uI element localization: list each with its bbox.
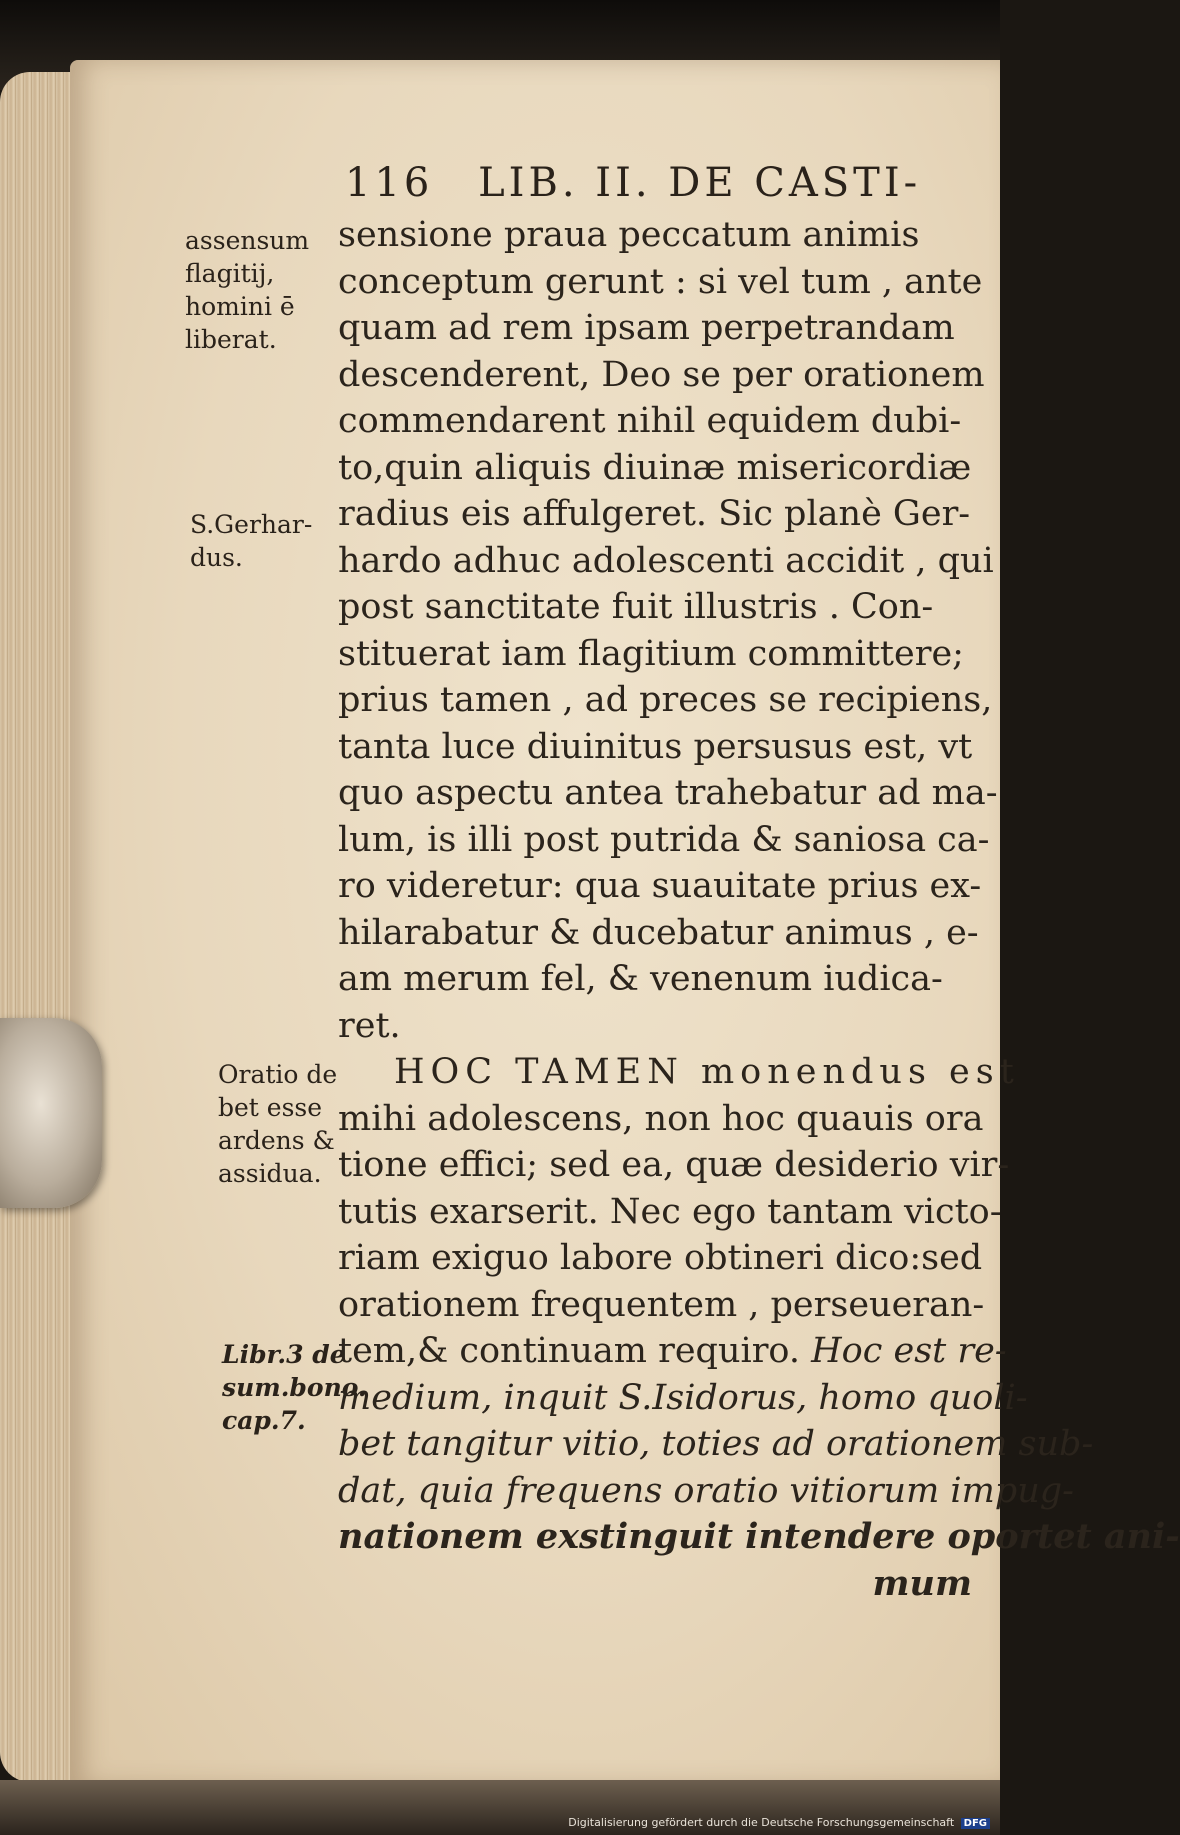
- text-line: [338, 1328, 1007, 1375]
- text-line: am merum fel, & venenum iudica-: [338, 959, 943, 999]
- running-header: [345, 160, 945, 212]
- text-line: to,quin aliquis diuinæ misericordiæ: [338, 447, 972, 488]
- text-line: radius eis affulgeret. Sic planè Ger-: [338, 494, 971, 534]
- text-line: quo aspectu antea trahebatur ad ma-: [338, 773, 998, 813]
- text-line-italic: bet tangitur vitio, toties ad orationem sub-: [338, 1424, 1094, 1464]
- page-number: 116: [345, 160, 434, 206]
- credit-text: Digitalisierung gefördert durch die Deutsche Forschungsgemeinschaft: [568, 1816, 955, 1829]
- text-line: orationem frequentem , perseueran-: [338, 1284, 985, 1325]
- margin-note-line: S.Gerhar-: [190, 510, 313, 539]
- margin-note-line: assidua.: [218, 1159, 322, 1188]
- page-stack-edge: [0, 72, 80, 1782]
- margin-note-line: liberat.: [185, 325, 277, 354]
- text-line: tione effici; sed ea, quæ desiderio vir-: [338, 1145, 1010, 1185]
- text-line: hardo adhuc adolescenti accidit , qui: [338, 540, 994, 581]
- text-line: tanta luce diuinitus persusus est, vt: [338, 726, 973, 767]
- digitization-credit: [568, 1816, 990, 1829]
- book-clasp: [0, 1018, 102, 1208]
- text-line: commendarent nihil equidem dubi-: [338, 401, 962, 441]
- margin-note-line: ardens &: [218, 1126, 335, 1155]
- dfg-logo: DFG: [961, 1818, 990, 1829]
- text-line: descenderent, Deo se per orationem: [338, 354, 985, 395]
- text-line: stituerat iam flagitium committere;: [338, 633, 964, 674]
- text-line: mihi adolescens, non hoc quauis ora: [338, 1098, 984, 1139]
- text-line: riam exiguo labore obtineri dico:sed: [338, 1238, 983, 1278]
- margin-note-line: cap.7.: [222, 1406, 306, 1435]
- text-line: ro videretur: qua suauitate prius ex-: [338, 866, 982, 906]
- text-line: post sanctitate fuit illustris . Con-: [338, 587, 934, 627]
- margin-note-line: dus.: [190, 543, 243, 572]
- main-text-block: [338, 212, 1180, 1607]
- margin-note-line: assensum: [185, 226, 310, 255]
- margin-note-line: Oratio de: [218, 1060, 338, 1089]
- text-line-italic-tail: Hoc est re-: [811, 1331, 1007, 1371]
- margin-note-line: flagitij,: [185, 259, 275, 288]
- margin-note-assensum: [185, 224, 355, 356]
- catchword: mum: [872, 1562, 972, 1604]
- text-line-italic: nationem exstinguit intendere oportet ani-: [338, 1516, 1180, 1557]
- text-line: sensione praua peccatum animis: [338, 215, 920, 255]
- margin-note-line: bet esse: [218, 1093, 323, 1122]
- margin-note-line: homini ē: [185, 292, 295, 321]
- text-line: lum, is illi post putrida & saniosa ca-: [338, 819, 990, 860]
- margin-note-line: Libr.3 de: [222, 1340, 346, 1369]
- text-line: conceptum gerunt : si vel tum , ante: [338, 261, 983, 302]
- text-line-italic: dat, quia frequens oratio vitiorum impug-: [338, 1470, 1074, 1511]
- text-line-roman: tem,& continuam requiro.: [338, 1331, 801, 1371]
- margin-note-line: sum.bono.: [222, 1373, 367, 1402]
- text-line: ret.: [338, 1005, 401, 1046]
- text-line-section-start: HOC TAMEN monendus est: [394, 1052, 1020, 1092]
- text-line: hilarabatur & ducebatur animus , e-: [338, 912, 979, 953]
- text-line: quam ad rem ipsam perpetrandam: [338, 308, 955, 348]
- running-title: LIB. II. DE CASTI-: [478, 160, 922, 206]
- text-line-italic: medium, inquit S.Isidorus, homo quoli-: [338, 1377, 1028, 1418]
- text-line: prius tamen , ad preces se recipiens,: [338, 680, 993, 720]
- text-line: tutis exarserit. Nec ego tantam victo-: [338, 1191, 1002, 1232]
- margin-note-gerhardus: [190, 508, 360, 574]
